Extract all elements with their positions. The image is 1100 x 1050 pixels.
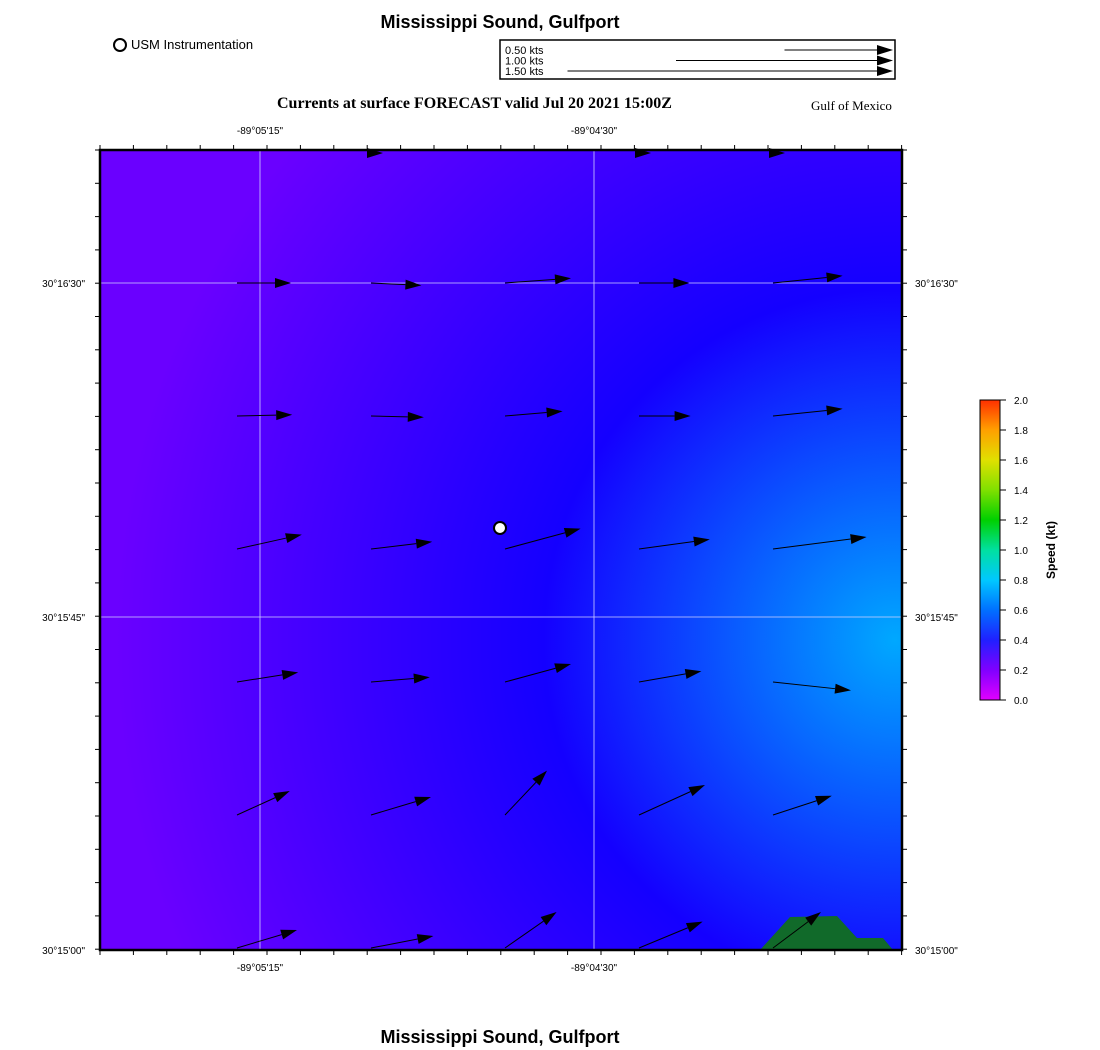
colorbar-gradient xyxy=(980,400,1000,700)
colorbar-label: Speed (kt) xyxy=(1044,520,1058,580)
vector-scale-label: 0.50 kts xyxy=(505,45,544,57)
colorbar-tick-label: 1.8 xyxy=(1014,426,1028,437)
lat-tick-label-left: 30°16'30" xyxy=(42,279,85,290)
lat-tick-label-left: 30°15'45" xyxy=(42,613,85,624)
colorbar-tick-label: 1.6 xyxy=(1014,456,1028,467)
lat-tick-label-left: 30°15'00" xyxy=(42,946,85,957)
lon-tick-label-top: -89°05'15" xyxy=(236,126,284,137)
lat-tick-label-right: 30°16'30" xyxy=(915,279,958,290)
forecast-subtitle: Currents at surface FORECAST valid Jul 20 2021 15:00Z xyxy=(277,95,672,112)
region-label: Gulf of Mexico xyxy=(811,98,892,113)
lon-tick-label-bottom: -89°04'30" xyxy=(570,963,618,974)
lat-tick-label-right: 30°15'45" xyxy=(915,613,958,624)
colorbar-tick-label: 1.0 xyxy=(1014,546,1028,557)
vector-scale-label: 1.00 kts xyxy=(505,55,544,68)
lon-tick-label-top: -89°04'30" xyxy=(570,126,618,137)
lon-tick-label-bottom: -89°05'15" xyxy=(236,963,284,974)
colorbar-tick-label: 0.4 xyxy=(1014,636,1028,647)
colorbar-tick-label: 0.2 xyxy=(1014,666,1028,677)
colorbar-tick-label: 1.4 xyxy=(1014,486,1028,497)
colorbar-tick-label: 2.0 xyxy=(1014,396,1028,407)
map-title: Mississippi Sound, Gulfport xyxy=(380,12,620,32)
footer-title: Mississippi Sound, Gulfport xyxy=(380,1027,620,1047)
colorbar-tick-label: 1.2 xyxy=(1014,516,1028,527)
vector-scale-label: 1.50 kts xyxy=(505,66,544,78)
colorbar-tick-label: 0.8 xyxy=(1014,576,1028,587)
colorbar-tick-label: 0.0 xyxy=(1014,696,1028,707)
station-legend-label: USM Instrumentation xyxy=(131,37,254,52)
lat-tick-label-right: 30°15'00" xyxy=(915,946,958,957)
colorbar-tick-label: 0.6 xyxy=(1014,606,1028,617)
